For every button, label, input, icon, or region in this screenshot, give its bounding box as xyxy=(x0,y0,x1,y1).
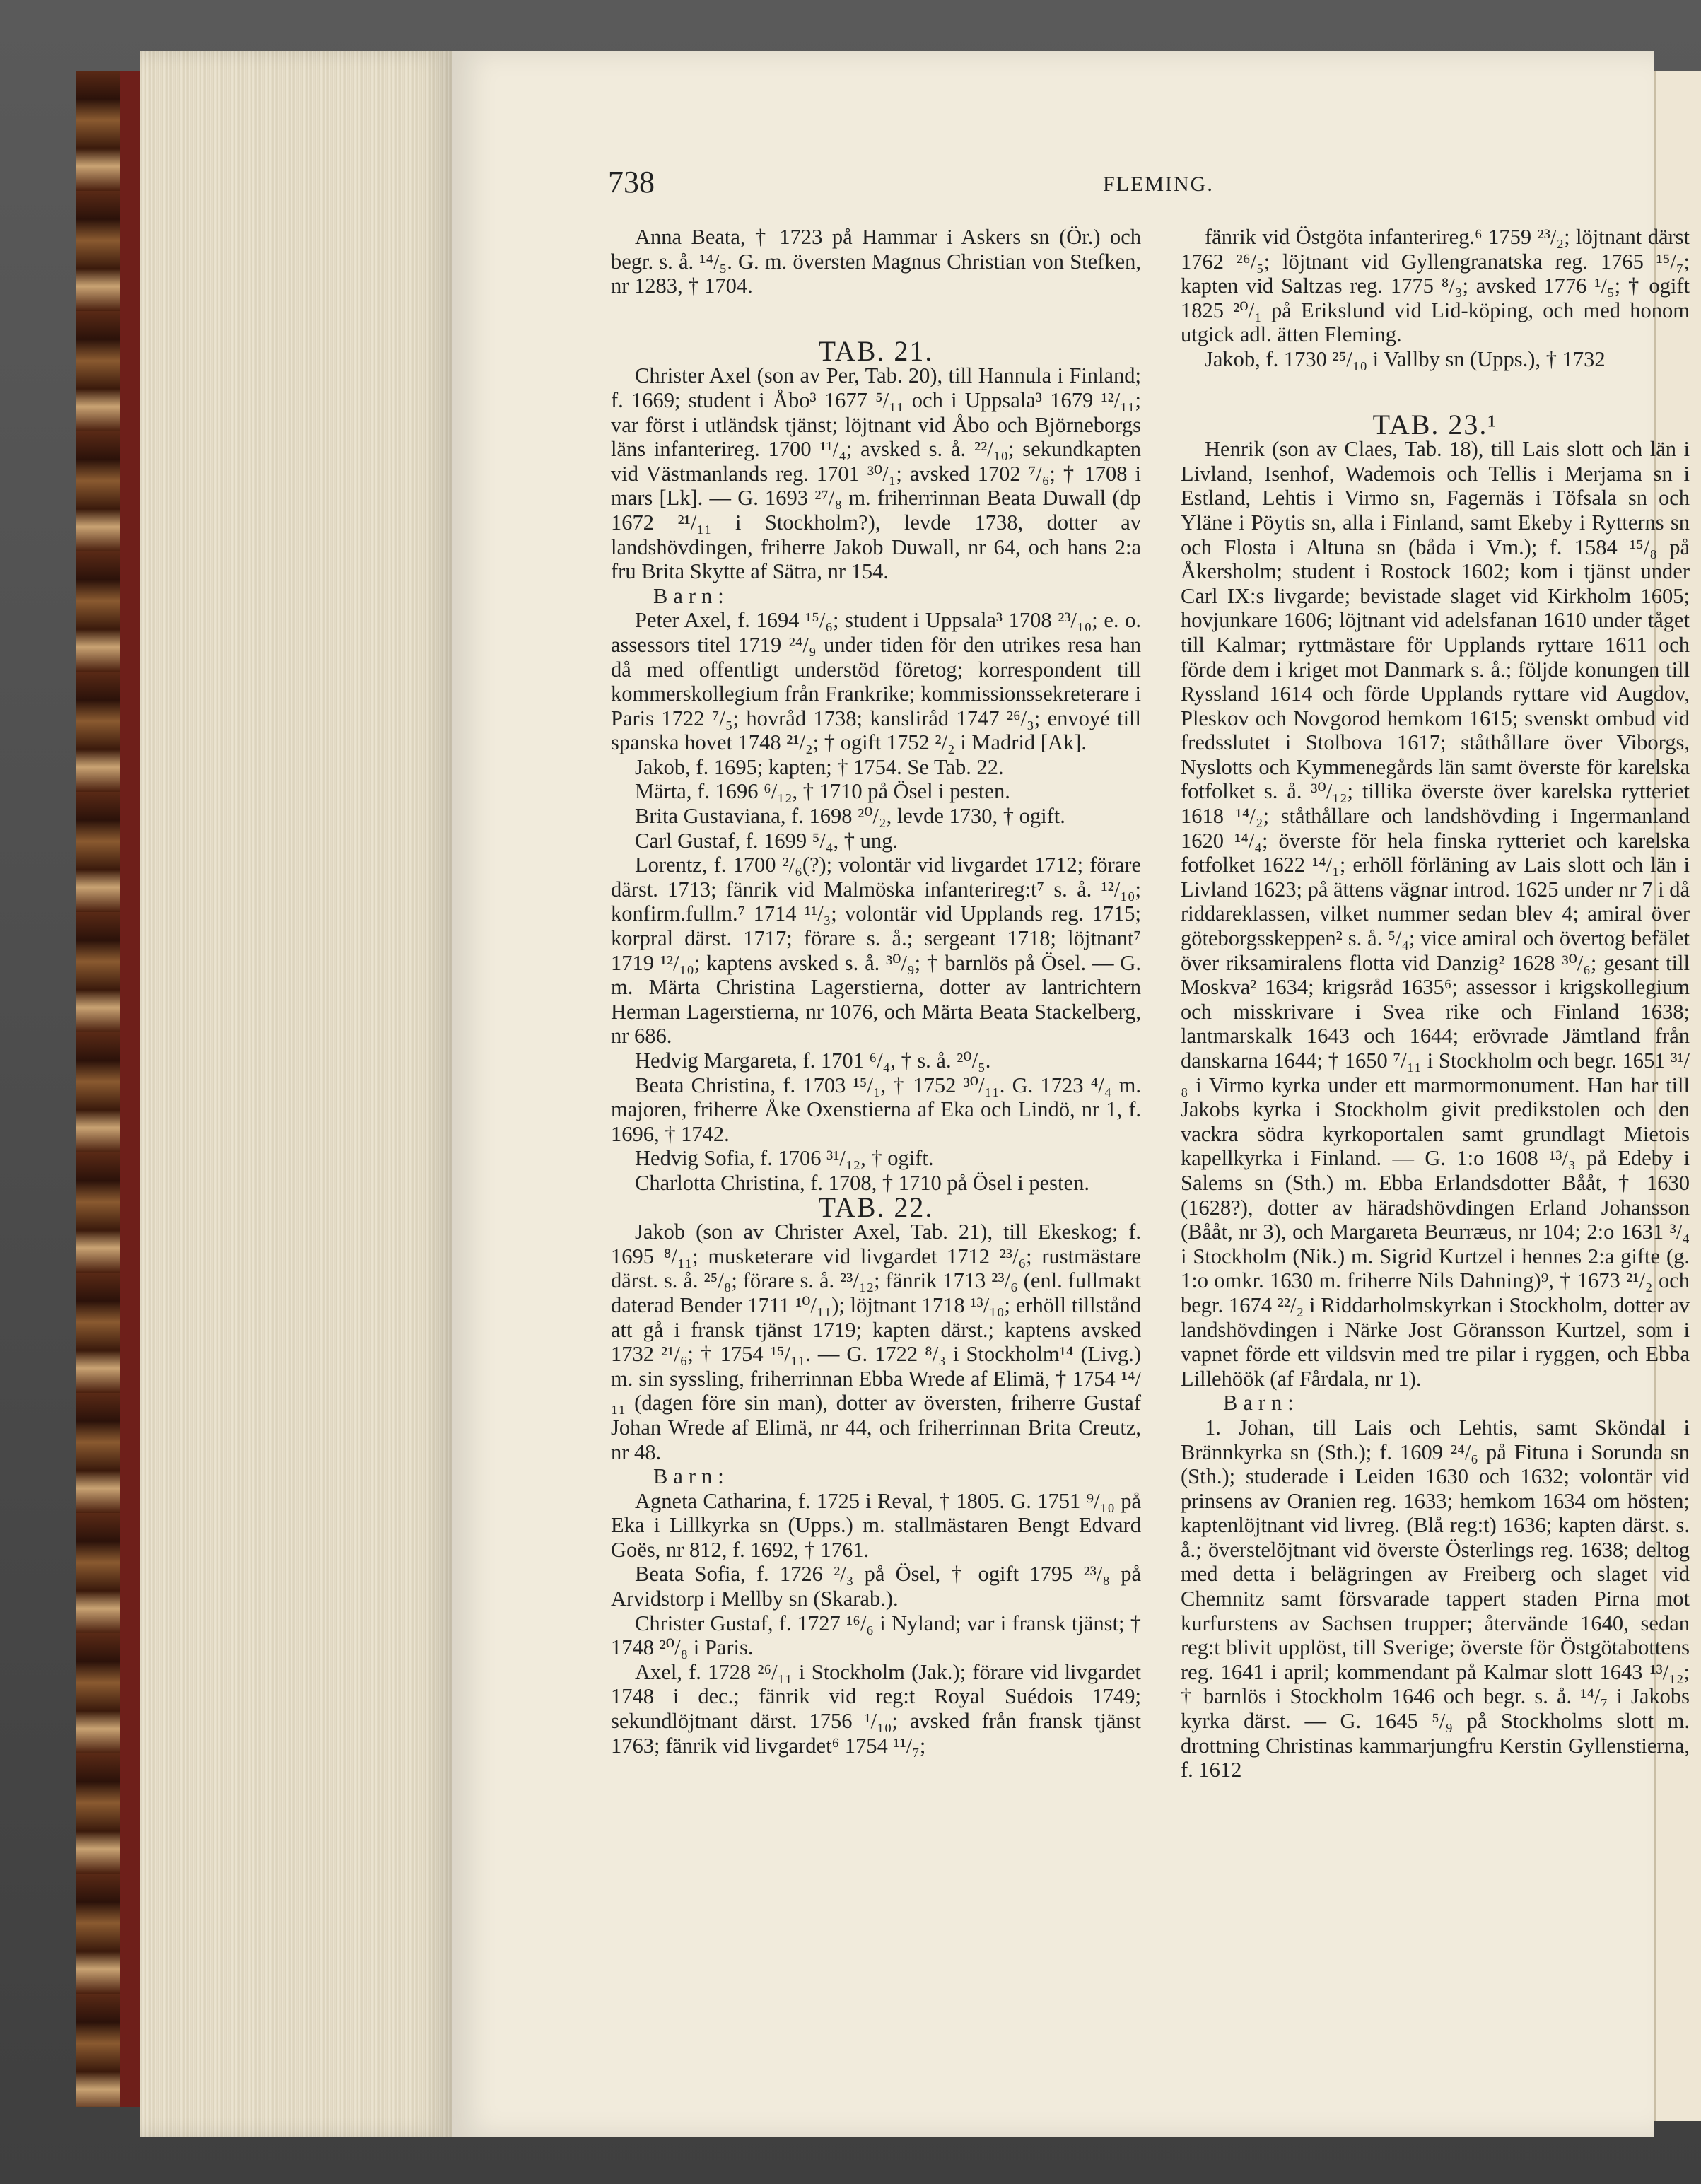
entry-paragraph: Agneta Catharina, f. 1725 i Reval, † 1805. G. 1751 ⁹/₁₀ på Eka i Lillkyrka sn (Upps.) m. stallmästaren Bengt Edvard Goës, nr 812, f. 1692, † 1761. xyxy=(611,1488,1141,1562)
children-label: Barn: xyxy=(1223,1391,1299,1415)
entry-paragraph: Peter Axel, f. 1694 ¹⁵/₆; student i Uppsala³ 1708 ²³/₁₀; e. o. assessors titel 1719 ²⁴/₉ under tiden för den utrikes resa han då med offentligt understöd företog; korrespondent till kommerskollegium från Frankrike; kommissionssekreterare i Paris 1722 ⁷/₅; hovråd 1738; kansliråd 1747 ²⁶/₃; envoyé till spanska hovet 1748 ²¹/₂; † ogift 1752 ²/₂ i Madrid [Ak]. xyxy=(611,608,1141,755)
page-number: 738 xyxy=(608,165,655,199)
entry-paragraph: Lorentz, f. 1700 ²/₆(?); volontär vid livgardet 1712; förare därst. 1713; fänrik vid Malmöska infanterireg:t⁷ s. å. ¹²/₁₀; konfirm.fullm.⁷ 1714 ¹¹/₃; volontär vid Upplands reg. 1715; korpral därst. 1717; förare s. å.; sergeant 1718; löjtnant⁷ 1719 ¹²/₁₀; kaptens avsked s. å. ³⁰/₉; † barnlös på Ösel. — G. m. Märta Christina Lagerstierna, dotter av lantrichtern Herman Lagerstierna, nr 1076, och Märta Beata Stackelberg, nr 686. xyxy=(611,853,1141,1049)
entry-paragraph: Brita Gustaviana, f. 1698 ²⁰/₂, levde 1730, † ogift. xyxy=(635,804,1065,829)
entry-paragraph: Christer Gustaf, f. 1727 ¹⁶/₆ i Nyland; var i fransk tjänst; † 1748 ²⁰/₈ i Paris. xyxy=(611,1611,1141,1660)
left-column xyxy=(611,225,1141,1758)
book-page xyxy=(452,51,1690,2137)
entry-paragraph: 1. Johan, till Lais och Lehtis, samt Sköndal i Brännkyrka sn (Sth.); f. 1609 ²⁴/₆ på Fituna i Sorunda sn (Sth.); studerade i Leiden 1630 och 1632; volontär vid prinsens av Oranien reg. 1633; hemkom 1634 om hösten; kaptenlöjtnant vid livreg. (Blå reg:t) 1636; kapten därst. s. å.; överstelöjtnant vid överste Österlings reg. 1638; deltog med detta i belägringen av Freiberg och slaget vid Chemnitz samt försvarade tappert staden Pirna mot kurfurstens av Sachsen trupper; återvände 1640, sedan reg:t blivit upplöst, till Sverige; överste för Östgötabottens reg. 1641 i april; kommendant på Kalmar slott 1643 ¹³/₁₂; † barnlös i Stockholm 1646 och begr. s. å. ¹⁴/₇ i Jakobs kyrka därst. — G. 1645 ⁵/₉ på Stockholms slott m. drottning Christinas kammarjungfru Kerstin Gyllenstierna, f. 1612 xyxy=(1181,1415,1690,1782)
entry-paragraph: Hedvig Sofia, f. 1706 ³¹/₁₂, † ogift. xyxy=(635,1146,934,1171)
entry-paragraph: Axel, f. 1728 ²⁶/₁₁ i Stockholm (Jak.); förare vid livgardet 1748 i dec.; fänrik vid reg:t Royal Suédois 1749; sekundlöjtnant därst. 1756 ¹/₁₀; avsked från fransk tjänst 1763; fänrik vid livgardet⁶ 1754 ¹¹/₇; xyxy=(611,1659,1141,1758)
entry-paragraph: Jakob, f. 1695; kapten; † 1754. Se Tab. 22. xyxy=(635,754,1004,779)
entry-paragraph: Henrik (son av Claes, Tab. 18), till Lais slott och län i Livland, Isenhof, Wademois och Tellis i Merjama sn i Estland, Lehtis i Virmo sn, Fagernäs i Töfsala sn och Yläne i Pöytis sn, alla i Finland, samt Ekeby i Rytterns sn och Flosta i Altuna sn (båda i Vm.); f. 1584 ¹⁵/₈ på Åkersholm; student i Rostock 1602; kom i tjänst under Carl IX:s livgarde; bevistade slaget vid Kirkholm 1605; hovjunkare 1606; löjtnant vid adelsfanan 1610 under tåget till Kalmar; ryttmästare för Upplands ryttare 1611 och förde dem i kriget mot Danmark s. å.; följde konungen till Ryssland 1614 och förde Upplands ryttare vid Augdov, Pleskov och Novgorod hemkom 1615; svenskt ombud vid fredsslutet i Stolbova 1617; ståthållare över Viborgs, Nyslotts och Kymmenegårds län samt överste för karelska fotfolket s. å. ³⁰/₁₂; tillika överste över karelska rytteriet 1618 ¹⁴/₂; ståthållare och landshövding i Ingermanland 1620 ¹⁴/₄; överste för hela finska rytteriet och karelska fotfolket 1622 ¹⁴/₁; erhöll förläning av Lais slott och län i Livland 1623; på ättens vägnar introd. 1625 under nr 7 i då riddareklassen, vilket nummer sedan blev 4; amiral över göteborgsskeppen² s. å. ⁵/₄; vice amiral och övertog befälet över riksamiralens flotta vid Danzig² 1628 ³⁰/₆; gesant till Moskva² 1634; krigsråd 1635⁶; assessor i krigskollegium och misskrivare i Svea rike och Finland 1638; lantmarskalk 1643 och 1644; erövrade Jämtland från danskarna 1644; † 1650 ⁷/₁₁ i Stockholm och begr. 1651 ³¹/₈ i Virmo kyrka under ett marmormonument. Han har till Jakobs kyrka i Stockholm givit predikstolen och den vackra södra kyrkoportalen samt grundlagt Mietois kapellkyrka i Finland. — G. 1:o 1608 ¹³/₃ på Edeby i Salems sn (Sth.) m. Ebba Erlandsdotter Bååt, † 1630 (1628?), dotter av häradshövdingen Erland Johansson (Bååt, nr 3), och Margareta Beurræus, nr 104; 2:o 1631 ³/₄ i Stockholm (Nik.) m. Sigrid Kurtzel i hennes 2:a gifte (g. 1:o omkr. 1630 m. friherre Nils Dahning)⁹, † 1673 ²¹/₂ och begr. 1674 ²²/₂ i Riddarholmskyrkan i Stockholm, dotter av landshövdingen i Närke Jost Göransson Kurtzel, som i vapnet förde ett vildsvin med tre pilar i ryggen, och Ebba Lillehöök (af Fårdala, nr 1). xyxy=(1181,437,1690,1391)
table-heading: TAB. 23.¹ xyxy=(1372,408,1498,440)
children-label: Barn: xyxy=(653,1464,730,1489)
table-heading: TAB. 21. xyxy=(818,334,934,367)
entry-paragraph: Märta, f. 1696 ⁶/₁₂, † 1710 på Ösel i pesten. xyxy=(635,779,1010,804)
right-column xyxy=(1181,225,1690,1782)
book-spine xyxy=(76,71,123,2107)
entry-paragraph: Christer Axel (son av Per, Tab. 20), till Hannula i Finland; f. 1669; student i Åbo³ 1677 ⁵/₁₁ och i Uppsala³ 1679 ¹²/₁₁; var först i utländsk tjänst; löjtnant vid Åbo och Björneborgs läns infanterireg. 1700 ¹¹/₄; avsked s. å. ²²/₁₀; sekundkapten vid Västmanlands reg. 1701 ³⁰/₁; avsked 1702 ⁷/₆; † 1708 i mars [Lk]. — G. 1693 ²⁷/₈ m. friherrinnan Beata Duwall (dp 1672 ²¹/₁₁ i Stockholm?), levde 1738, dotter av landshövdingen, friherre Jakob Duwall, nr 64, och hans 2:a fru Brita Skytte af Sätra, nr 154. xyxy=(611,363,1141,584)
table-heading: TAB. 22. xyxy=(818,1191,934,1223)
entry-paragraph: Jakob, f. 1730 ²⁵/₁₀ i Vallby sn (Upps.), † 1732 xyxy=(1205,346,1606,371)
entry-paragraph: Beata Sofia, f. 1726 ²/₃ på Ösel, † ogift 1795 ²³/₈ på Arvidstorp i Mellby sn (Skarab.). xyxy=(611,1562,1141,1611)
entry-paragraph: Jakob (son av Christer Axel, Tab. 21), till Ekeskog; f. 1695 ⁸/₁₁; musketerare vid livgardet 1712 ²³/₆; rustmästare därst. s. å. ²⁵/₈; förare s. å. ²³/₁₂; fänrik 1713 ²³/₆ (enl. fullmakt daterad Bender 1711 ¹⁰/₁₁); löjtnant 1718 ¹³/₁₀; erhöll tillstånd att gå i fransk tjänst 1719; kapten därst.; kaptens avsked 1732 ²¹/₆; † 1754 ¹⁵/₁₁. — G. 1722 ⁸/₃ i Stockholm¹⁴ (Livg.) m. sin syssling, friherrinnan Ebba Wrede af Elimä, † 1754 ¹⁴/₁₁ (dagen före sin man), dotter av översten, friherre Gustaf Johan Wrede af Elimä, nr 44, och friherrinnan Brita Creutz, nr 48. xyxy=(611,1220,1141,1464)
entry-paragraph: fänrik vid Östgöta infanterireg.⁶ 1759 ²³/₂; löjtnant därst 1762 ²⁶/₅; löjtnant vid Gyllengranatska reg. 1765 ¹⁵/₇; kapten vid Saltzas reg. 1775 ⁸/₃; avsked 1776 ¹/₅; † ogift 1825 ²⁰/₁ på Erikslund vid Lid-köping, och med honom utgick adl. ätten Fleming. xyxy=(1181,225,1690,347)
entry-paragraph: Hedvig Margareta, f. 1701 ⁶/₄, † s. å. ²⁰/₅. xyxy=(635,1049,991,1073)
entry-paragraph: Beata Christina, f. 1703 ¹⁵/₁, † 1752 ³⁰/₁₁. G. 1723 ⁴/₄ m. majoren, friherre Åke Oxenstierna af Eka och Lindö, nr 1, f. 1696, † 1742. xyxy=(611,1073,1141,1146)
entry-paragraph: Anna Beata, † 1723 på Hammar i Askers sn (Ör.) och begr. s. å. ¹⁴/₅. G. m. översten Magnus Christian von Stefken, nr 1283, † 1704. xyxy=(611,225,1141,298)
running-title: FLEMING. xyxy=(1103,173,1214,196)
page-edges xyxy=(140,51,452,2137)
entry-paragraph: Carl Gustaf, f. 1699 ⁵/₄, † ung. xyxy=(635,828,898,853)
entry-paragraph: Charlotta Christina, f. 1708, † 1710 på Ösel i pesten. xyxy=(635,1170,1089,1195)
children-label: Barn: xyxy=(653,583,730,608)
book-cover-edge xyxy=(120,71,140,2107)
